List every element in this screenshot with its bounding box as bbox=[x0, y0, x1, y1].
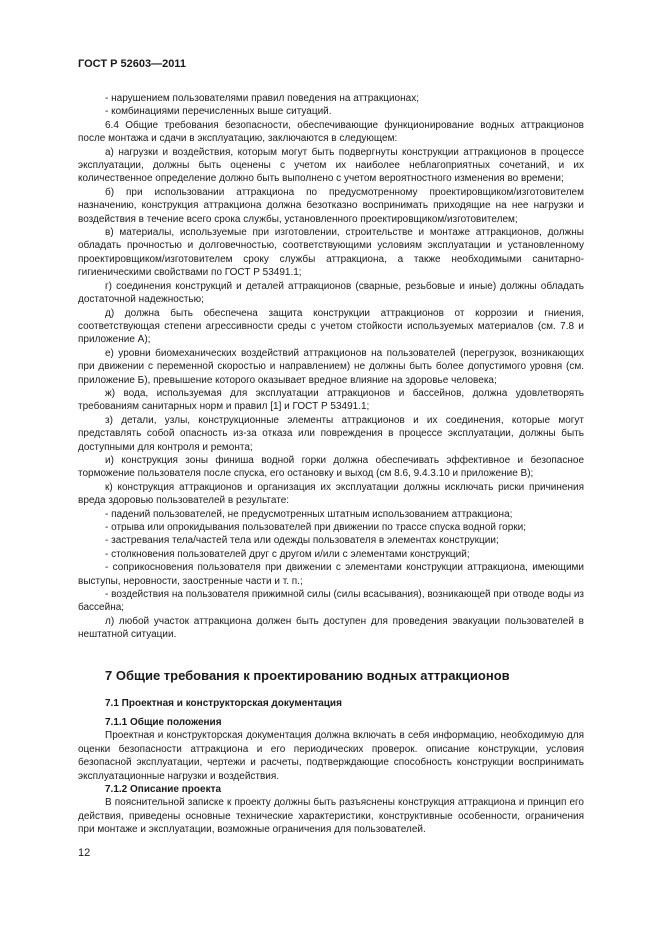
paragraph: ж) вода, используемая для эксплуатации аттракционов и бассейнов, должна удовлетворять требованиям санитарных норм и правил [1] и ГОСТ Р 53491.1; bbox=[78, 387, 584, 413]
section-6-body bbox=[78, 92, 584, 642]
paragraph: б) при использовании аттракциона по предусмотренному проектировщиком/изготовителем назначению, конструкция аттракциона должна безотказно воспринимать приходящие на нее нагрузки и воздействия в течение всего срока службы, установленного проектировщиком/изготовителем; bbox=[78, 186, 584, 225]
paragraph: д) должна быть обеспечена защита конструкции аттракционов от коррозии и гниения, соответствующая степени агрессивности среды с учетом стойкости используемых материалов (см. 7.8 и приложение А); bbox=[78, 307, 584, 346]
document-header: ГОСТ Р 52603—2011 bbox=[78, 58, 186, 70]
paragraph: в) материалы, используемые при изготовлении, строительстве и монтаже аттракционов, должны обладать прочностью и долговечностью, соответствующими условиям эксплуатации и установленному проектировщиком/изготовителем сроку службы аттракциона, а также необходимыми санитарно-гигиеническими свойствами по ГОСТ Р 53491.1; bbox=[78, 227, 584, 279]
list-item: - столкновения пользователей друг с другом и/или с элементами конструкций; bbox=[105, 548, 470, 560]
list-item: - отрыва или опрокидывания пользователей при движении по трассе спуска водной горки; bbox=[105, 522, 527, 533]
paragraph: - нарушением пользователями правил поведения на аттракционах; bbox=[105, 93, 419, 104]
section-7-1-heading: 7.1 Проектная и конструкторская документация bbox=[105, 698, 342, 709]
page-number: 12 bbox=[78, 847, 91, 859]
list-item: - застревания тела/частей тела или одежды пользователя в элементах конструкции; bbox=[105, 535, 499, 547]
paragraph: з) детали, узлы, конструкционные элементы аттракционов и их соединения, которые могут представлять собой опасность из-за отказа или повреждения в процессе эксплуатации, должны быть доступными для контроля и ремонта; bbox=[78, 414, 584, 453]
section-7-heading: 7 Общие требования к проектированию водных аттракционов bbox=[105, 668, 510, 683]
paragraph: к) конструкция аттракционов и организация их эксплуатации должны исключать риски причинения вреда здоровью пользователей в результате: bbox=[78, 481, 584, 507]
paragraph: л) любой участок аттракциона должен быть доступен для проведения эвакуации пользователей в нештатной ситуации. bbox=[78, 615, 584, 641]
paragraph: - комбинациями перечисленных выше ситуаций. bbox=[105, 106, 332, 118]
paragraph: е) уровни биомеханических воздействий аттракционов на пользователей (перегрузок, возникающих при движении с переменной скоростью и направлением) не должны быть более допустимого уровня (см. приложение Б), превышение которого оказывает вредное влияние на здоровье человека; bbox=[78, 347, 584, 386]
paragraph: Проектная и конструкторская документация должна включать в себя информацию, необходимую для оценки безопасности аттракциона и его периодических проверок. описание конструкции, условия безопасной эксплуатации, чертежи и расчеты, подтверждающие способность конструкции воспринимать эксплуатационные нагрузки и воздействия. bbox=[78, 730, 584, 782]
list-item: - соприкосновения пользователя при движении с элементами конструкции аттракциона, имеющими выступы, неровности, заостренные части и т. п.; bbox=[78, 562, 584, 587]
section-7-1-2-heading: 7.1.2 Описание проекта bbox=[105, 784, 222, 796]
section-7-1-1-heading: 7.1.1 Общие положения bbox=[105, 717, 222, 728]
paragraph: и) конструкция зоны финиша водной горки должна обеспечивать эффективное и безопасное торможение пользователя после спуска, его остановку и выход (см 8.6, 9.4.3.10 и приложение В); bbox=[78, 454, 584, 480]
list-item: - падений пользователей, не предусмотренных штатным использованием аттракциона; bbox=[105, 508, 513, 520]
section-7-1-body bbox=[78, 716, 584, 837]
paragraph: г) соединения конструкций и деталей аттракционов (сварные, резьбовые и иные) должны обладать достаточной надежностью; bbox=[78, 280, 584, 306]
paragraph: В пояснительной записке к проекту должны быть разъяснены конструкция аттракциона и принцип его действия, приведены основные технические характеристики, конструктивные особенности, ограничения при монтаже и эксплуатации, возможные ограничения для пользователей. bbox=[78, 797, 584, 836]
list-item: - воздействия на пользователя прижимной силы (силы всасывания), возникающей при отводе воды из бассейна; bbox=[78, 589, 584, 614]
paragraph: 6.4 Общие требования безопасности, обеспечивающие функционирование водных аттракционов после монтажа и сдачи в эксплуатацию, заключаются в следующем: bbox=[78, 119, 584, 145]
paragraph: а) нагрузки и воздействия, которым могут быть подвергнуты конструкции аттракционов в процессе эксплуатации, должны быть оценены с учетом их наиболее неблагоприятных сочетаний, и их количественное определение должно быть выполнено с учетом вероятностного изменения во времени; bbox=[78, 146, 584, 185]
